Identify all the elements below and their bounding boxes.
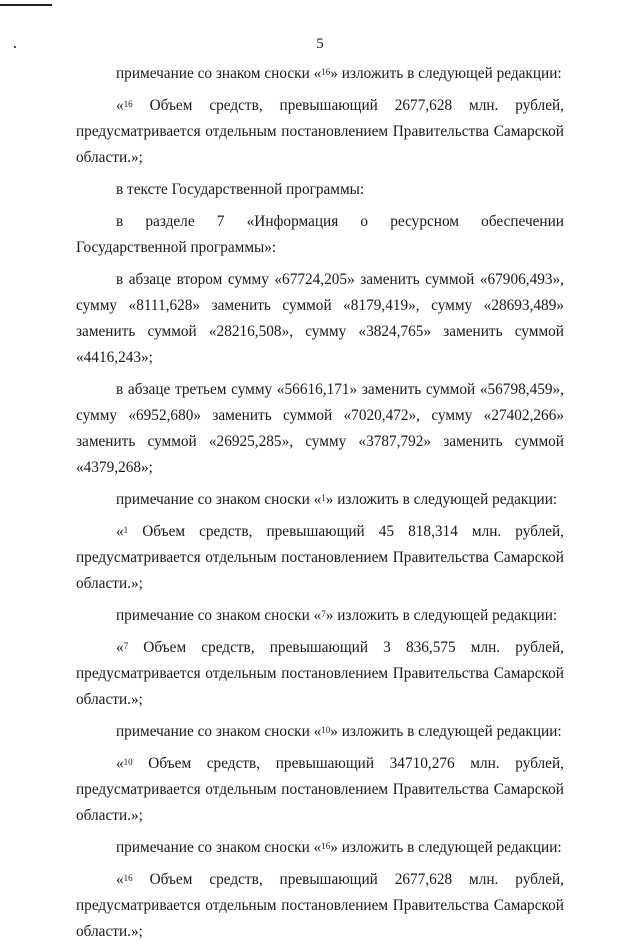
footnote-marker: 16 [321,841,331,851]
paragraph-text: примечание со знаком сноски « [116,65,322,82]
paragraph-footnote-text [76,519,564,597]
paragraph-text: « [116,755,124,772]
paragraph-text: « [116,523,124,540]
scan-artifact-line [0,4,52,6]
paragraph-text: « [116,871,124,888]
paragraph-text: в разделе 7 «Информация о ресурсном обеспечении Государственной программы»: [76,213,564,256]
paragraph-footnote-instruction [76,61,564,87]
paragraph-footnote-text [76,93,564,171]
paragraph-footnote-instruction [76,603,564,629]
paragraph-text: примечание со знаком сноски « [116,839,322,856]
paragraph-text: в абзаце втором сумму «67724,205» заменить суммой «67906,493», сумму «8111,628» заменить суммой «8179,419», сумму «28693,489» заменить суммой «28216,508», сумму «3824,765» заменить суммой «4416,243»; [76,271,564,366]
paragraph-text: в абзаце третьем сумму «56616,171» заменить суммой «56798,459», сумму «6952,680» заменить суммой «7020,472», сумму «27402,266» заменить суммой «26925,285», сумму «3787,792» заменить суммой «4379,268»; [76,381,564,476]
paragraph-footnote-text [76,751,564,829]
paragraph-text: « [116,639,124,656]
document-body [76,61,564,945]
paragraph-amount-replacement [76,267,564,371]
paragraph-text: Объем средств, превышающий 34710,276 млн. рублей, предусматривается отдельным постановлением Правительства Самарской области.»; [76,755,564,824]
footnote-marker: 7 [123,641,129,651]
paragraph-text: » изложить в следующей редакции: [325,491,558,508]
paragraph-text: Объем средств, превышающий 3 836,575 млн. рублей, предусматривается отдельным постановлением Правительства Самарской области.»; [76,639,564,708]
paragraph-text: в тексте Государственной программы: [116,181,365,198]
paragraph-text: » изложить в следующей редакции: [325,607,558,624]
footnote-marker: 16 [123,99,133,109]
page-number: 5 [316,36,324,52]
paragraph-text: примечание со знаком сноски « [116,723,322,740]
footnote-marker: 1 [321,493,326,503]
paragraph-text: » изложить в следующей редакции: [330,65,562,82]
paragraph-footnote-instruction [76,487,564,513]
paragraph-text: Объем средств, превышающий 45 818,314 млн. рублей, предусматривается отдельным постановлением Правительства Самарской области.»; [76,523,564,592]
paragraph-text: Объем средств, превышающий 2677,628 млн. рублей, предусматривается отдельным постановлением Правительства Самарской области.»; [76,97,564,166]
footnote-marker: 10 [321,725,331,735]
paragraph-footnote-text [76,635,564,713]
paragraph-text: « [116,97,124,114]
footnote-marker: 16 [321,67,331,77]
paragraph-amount-replacement [76,377,564,481]
paragraph-text: примечание со знаком сноски « [116,491,322,508]
footnote-marker: 1 [123,525,129,535]
footnote-marker: 7 [321,609,326,619]
paragraph-text: » изложить в следующей редакции: [330,839,562,856]
footnote-marker: 10 [123,757,133,767]
paragraph-footnote-instruction [76,835,564,861]
paragraph-footnote-text [76,867,564,945]
paragraph-section-reference [76,209,564,261]
paragraph-footnote-instruction [76,719,564,745]
footnote-marker: 16 [123,873,133,883]
paragraph-text: примечание со знаком сноски « [116,607,322,624]
paragraph-text: » изложить в следующей редакции: [330,723,562,740]
paragraph-section-intro [76,177,564,203]
paragraph-text: Объем средств, превышающий 2677,628 млн. рублей, предусматривается отдельным постановлением Правительства Самарской области.»; [76,871,564,940]
